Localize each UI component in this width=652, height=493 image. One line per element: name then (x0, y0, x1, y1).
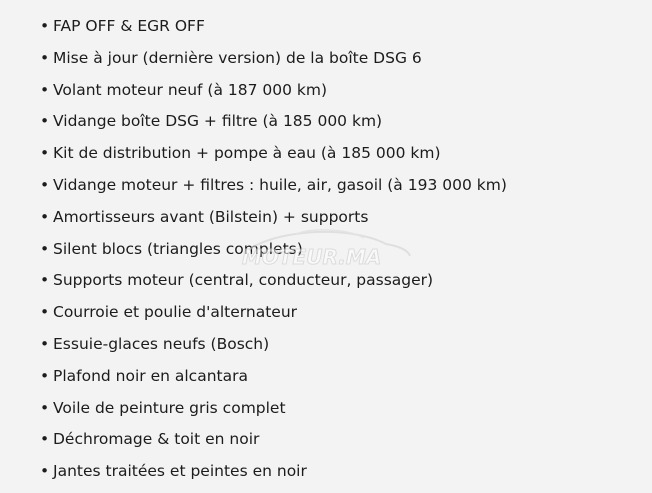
list-item (40, 15, 507, 47)
list-item-text: FAP OFF & EGR OFF (53, 17, 205, 35)
bullet-icon: • (40, 430, 50, 449)
watermark-text: MOTEUR.MA (242, 245, 382, 269)
bullet-icon: • (40, 303, 50, 322)
list-item (40, 428, 507, 460)
bullet-icon: • (40, 144, 50, 163)
feature-list (40, 15, 507, 492)
list-item-text: Vidange boîte DSG + filtre (à 185 000 km) (53, 112, 383, 131)
list-item-text: Amortisseurs avant (Bilstein) + supports (53, 207, 369, 226)
list-item-text: Plafond noir en alcantara (53, 366, 248, 385)
list-item-text: Jantes traitées et peintes en noir (53, 462, 307, 481)
bullet-icon: • (40, 239, 50, 258)
list-item (40, 397, 507, 429)
bullet-icon: • (40, 112, 50, 131)
list-item (40, 269, 507, 301)
list-item-text: Mise à jour (dernière version) de la boîte DSG 6 (53, 48, 422, 67)
list-item-text: Courroie et poulie d'alternateur (53, 303, 298, 322)
list-item (40, 47, 507, 79)
list-item (40, 333, 507, 365)
bullet-icon: • (40, 175, 50, 194)
list-item-text: Kit de distribution + pompe à eau (à 185 000 km) (53, 144, 441, 163)
list-item (40, 174, 507, 206)
list-item-text: Volant moteur neuf (à 187 000 km) (53, 80, 328, 99)
list-item (40, 206, 507, 238)
bullet-icon: • (40, 80, 50, 99)
bullet-icon: • (40, 334, 50, 353)
list-item (40, 460, 507, 492)
list-item-text: Voile de peinture gris complet (53, 398, 286, 417)
list-item (40, 79, 507, 111)
list-item-text: Essuie-glaces neufs (Bosch) (53, 334, 270, 353)
list-item (40, 365, 507, 397)
list-item (40, 238, 507, 270)
list-item (40, 301, 507, 333)
list-item (40, 142, 507, 174)
bullet-icon: • (40, 48, 50, 67)
list-item-text: Silent blocs (triangles complets) (53, 239, 303, 258)
bullet-icon: • (40, 207, 50, 226)
list-item-text: Supports moteur (central, conducteur, passager) (53, 271, 434, 290)
list-item-text: Déchromage & toit en noir (53, 430, 260, 449)
bullet-icon: • (40, 271, 50, 290)
bullet-icon: • (40, 398, 50, 417)
bullet-icon: • (40, 462, 50, 481)
list-item (40, 110, 507, 142)
bullet-icon: • (40, 366, 50, 385)
list-item-text: Vidange moteur + filtres : huile, air, gasoil (à 193 000 km) (53, 175, 507, 194)
bullet-icon: • (40, 17, 50, 35)
